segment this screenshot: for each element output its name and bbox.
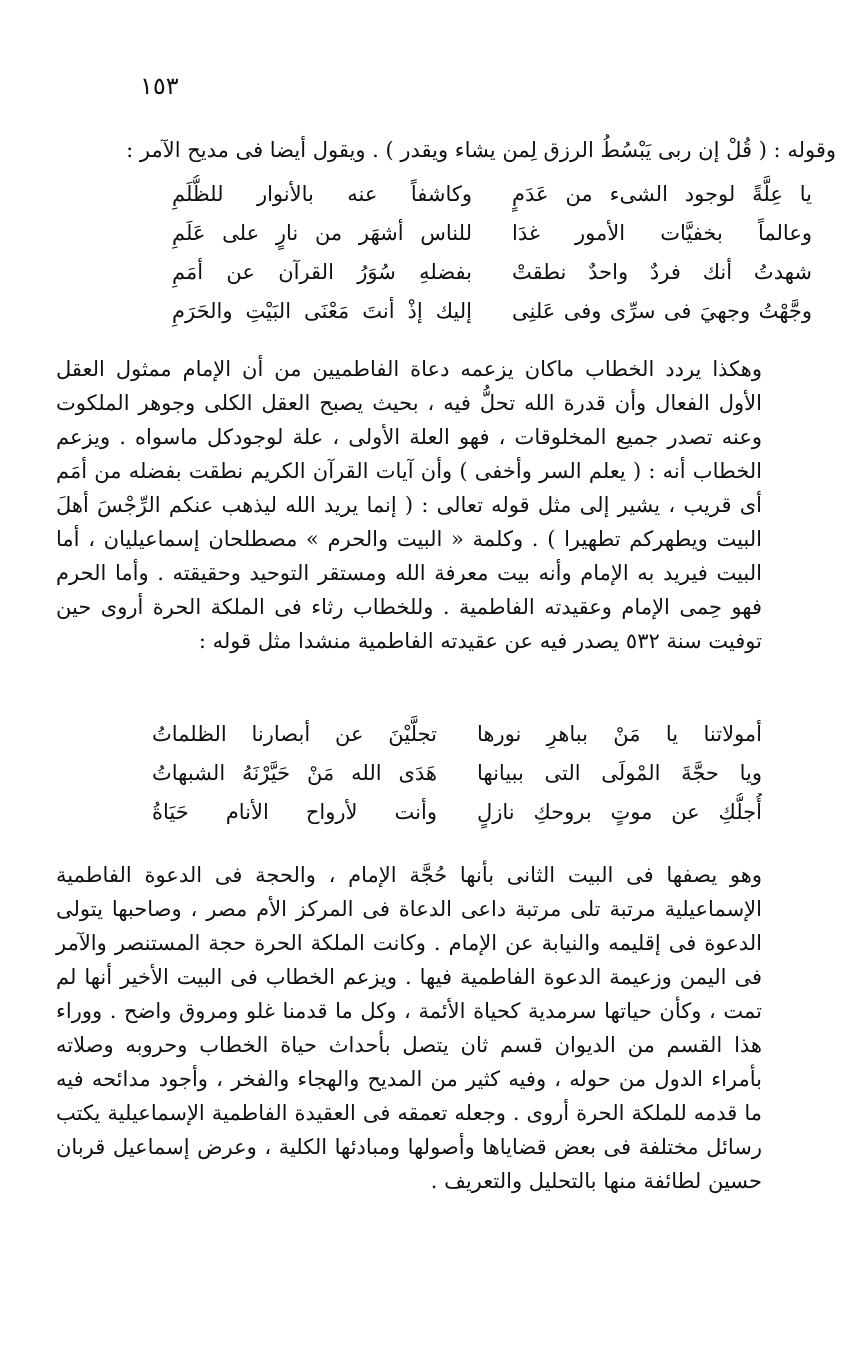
verse-first-hemistich: ويا حجَّةَ المْولَى التى ببيانها <box>477 761 762 785</box>
verse-row <box>172 214 812 253</box>
verse-row <box>172 253 812 292</box>
verse-second-hemistich: إليك إذْ أنتَ مَعْنَى البَيْتِ والحَرَمِ <box>172 299 472 323</box>
verse-first-hemistich: شهدتُ أنك فردٌ واحدٌ نطقتْ <box>512 260 812 284</box>
intro-line: وقوله : ( قُلْ إن ربى يَبْسُطُ الرزق لِمن يشاء ويقدر ) . ويقول أيضا فى مديح الآمر : <box>126 138 836 162</box>
verse-first-hemistich: وجَّهْتُ وجهيَ فى سرِّى وفى عَلنِى <box>512 299 812 323</box>
poem-praise-al-amir <box>172 175 812 331</box>
verse-first-hemistich: يا عِلَّةً لوجود الشىء من عَدَمٍ <box>512 182 812 206</box>
verse-row <box>172 292 812 331</box>
verse-row <box>152 715 762 754</box>
page-number: ١٥٣ <box>140 72 179 100</box>
verse-first-hemistich: وعالماً بخفيَّات الأمور غدَا <box>512 221 812 245</box>
paragraph-hujja-commentary: وهو يصفها فى البيت الثانى بأنها حُجَّة الإمام ، والحجة فى الدعوة الفاطمية الإسماعيلية مرتبة تلى مرتبة داعى الدعاة فى المركز الأم مصر ، وصاحبها يتولى الدعوة فى إقليمه والنيابة عن الإمام . وكانت الملكة الحرة حجة المستنصر والآمر فى اليمن وزعيمة الدعوة الفاطمية فيها . ويزعم الخطاب فى البيت الأخير أنها لم تمت ، وكأن حياتها سرمدية كحياة الأئمة ، وكل ما قدمنا غلو ومروق واضح . ووراء هذا القسم من الديوان قسم ثان يتصل بأحداث حياة الخطاب وحروبه وصلاته بأمراء الدول من حوله ، وفيه كثير من المديح والهجاء والفخر ، وأجود مدائحه فيه ما قدمه للملكة الحرة أروى . وجعله تعمقه فى العقيدة الفاطمية الإسماعيلية يكتب رسائل مختلفة فى بعض قضاياها وأصولها ومبادئها الكلية ، وعرض إسماعيل قربان حسين لطائفة منها بالتحليل والتعريف . <box>56 863 762 1193</box>
verse-row <box>172 175 812 214</box>
verse-row <box>152 793 762 832</box>
poem-elegy-queen-arwa <box>152 715 762 832</box>
verse-second-hemistich: وأنت لأرواح الأنام حَيَاةُ <box>152 800 437 824</box>
verse-second-hemistich: تجلَّيْنَ عن أبصارنا الظلماتُ <box>152 722 437 746</box>
paragraph-fatimid-doctrine: وهكذا يردد الخطاب ماكان يزعمه دعاة الفاطميين من أن الإمام ممثول العقل الأول الفعال وأن قدرة الله تحلُّ فيه ، بحيث يصبح العقل الكلى وجوهر الملكوت وعنه تصدر جميع المخلوقات ، فهو العلة الأولى ، علة لوجودكل ماسواه . ويزعم الخطاب أنه : ( يعلم السر وأخفى ) وأن آيات القرآن الكريم نطقت بفضله من أمَم أى قريب ، يشير إلى مثل قوله تعالى : ( إنما يريد الله ليذهب عنكم الرِّجْسَ أهلَ البيت ويطهركم تطهيرا ) . وكلمة « البيت والحرم » مصطلحان إسماعيليان ، أما البيت فيريد به الإمام وأنه بيت معرفة الله ومستقر التوحيد وحقيقته . وأما الحرم فهو حِمى الإمام وعقيدته الفاطمية . وللخطاب رثاء فى الملكة الحرة أروى حين توفيت سنة ٥٣٢ يصدر فيه عن عقيدته الفاطمية منشدا مثل قوله : <box>56 357 762 653</box>
verse-row <box>152 754 762 793</box>
verse-first-hemistich: أُجلُّكِ عن موتٍ بروحكِ نازلٍ <box>477 800 762 824</box>
verse-second-hemistich: بفضلهِ سُوَرُ القرآن عن أمَمِ <box>172 260 472 284</box>
verse-first-hemistich: أمولاتنا يا مَنْ بباهرِ نورها <box>477 722 762 746</box>
verse-second-hemistich: وكاشفاً عنه بالأنوار للظُّلَمِ <box>172 182 472 206</box>
verse-second-hemistich: هَدَى الله مَنْ حَيَّرْنَهُ الشبهاتُ <box>152 761 437 785</box>
verse-second-hemistich: للناس أشهَر من نارٍ على عَلَمِ <box>172 221 472 245</box>
